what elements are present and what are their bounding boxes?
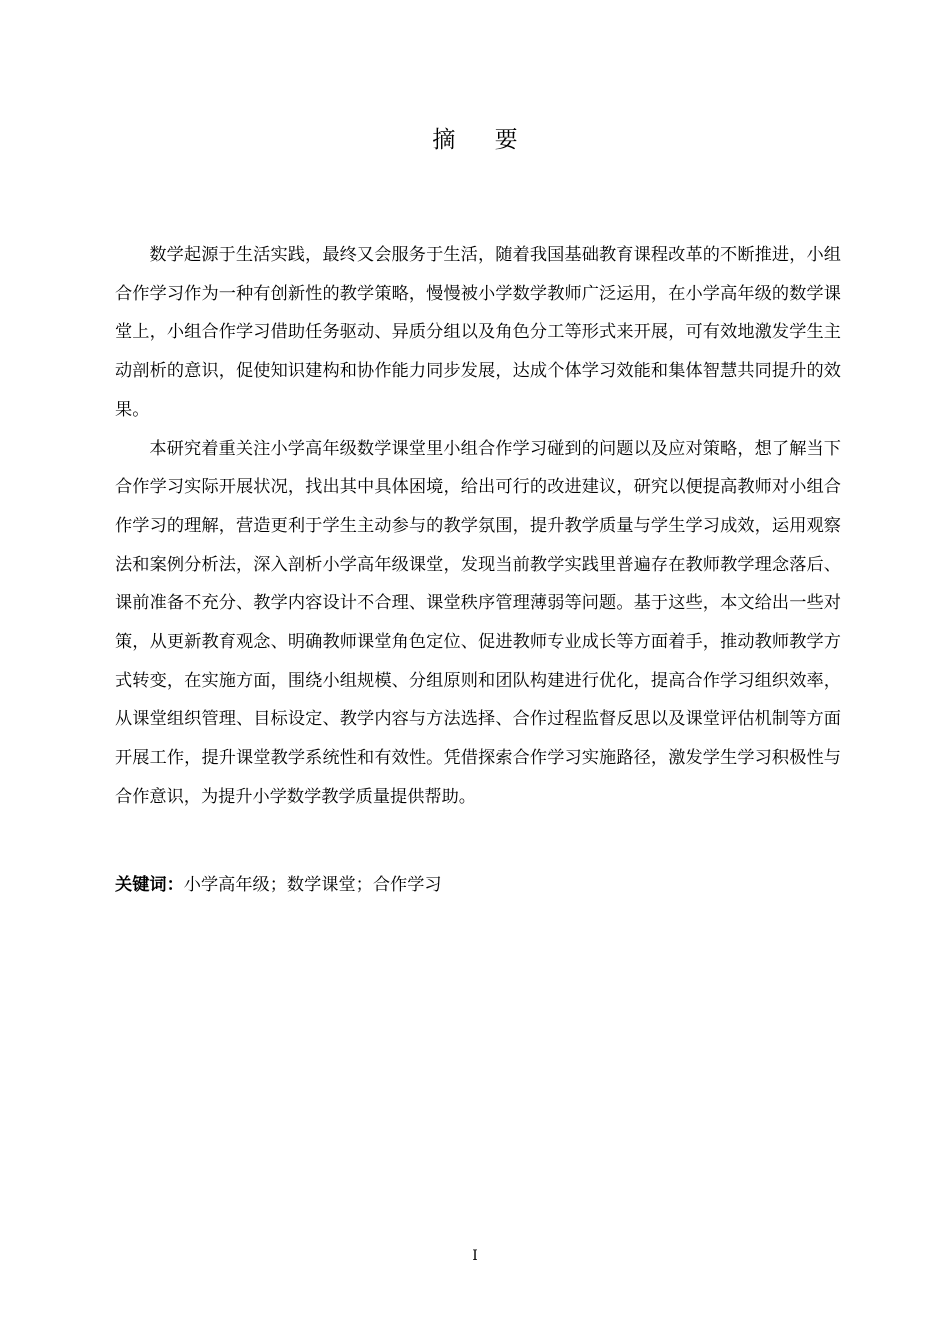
abstract-title: 摘 要 [432,127,534,153]
keywords-value: 小学高年级；数学课堂；合作学习 [183,875,442,895]
abstract-body [115,236,841,817]
abstract-paragraph-2: 本研究着重关注小学高年级数学课堂里小组合作学习碰到的问题以及应对策略，想了解当下合作学习实际开展状况，找出其中具体困境，给出可行的改进建议，研究以便提高教师对小组合作学习的理解，营造更利于学生主动参与的教学氛围，提升教学质量与学生学习成效，运用观察法和案例分析法，深入剖析小学高年级课堂，发现当前教学实践里普遍存在教师教学理念落后、课前准备不充分、教学内容设计不合理、课堂秩序管理薄弱等问题。基于这些，本文给出一些对策，从更新教育观念、明确教师课堂角色定位、促进教师专业成长等方面着手，推动教师教学方式转变，在实施方面，围绕小组规模、分组原则和团队构建进行优化，提高合作学习组织效率，从课堂组织管理、目标设定、教学内容与方法选择、合作过程监督反思以及课堂评估机制等方面开展工作，提升课堂教学系统性和有效性。凭借探索合作学习实施路径，激发学生学习积极性与合作意识，为提升小学数学教学质量提供帮助。 [115,438,841,807]
keywords-line [115,870,841,900]
abstract-paragraph-1: 数学起源于生活实践，最终又会服务于生活，随着我国基础教育课程改革的不断推进，小组合作学习作为一种有创新性的教学策略，慢慢被小学数学教师广泛运用，在小学高年级的数学课堂上，小组合作学习借助任务驱动、异质分组以及角色分工等形式来开展，可有效地激发学生主动剖析的意识，促使知识建构和协作能力同步发展，达成个体学习效能和集体智慧共同提升的效果。 [115,245,841,420]
page-number: I [472,1248,478,1264]
keywords-label: 关键词： [115,875,184,895]
